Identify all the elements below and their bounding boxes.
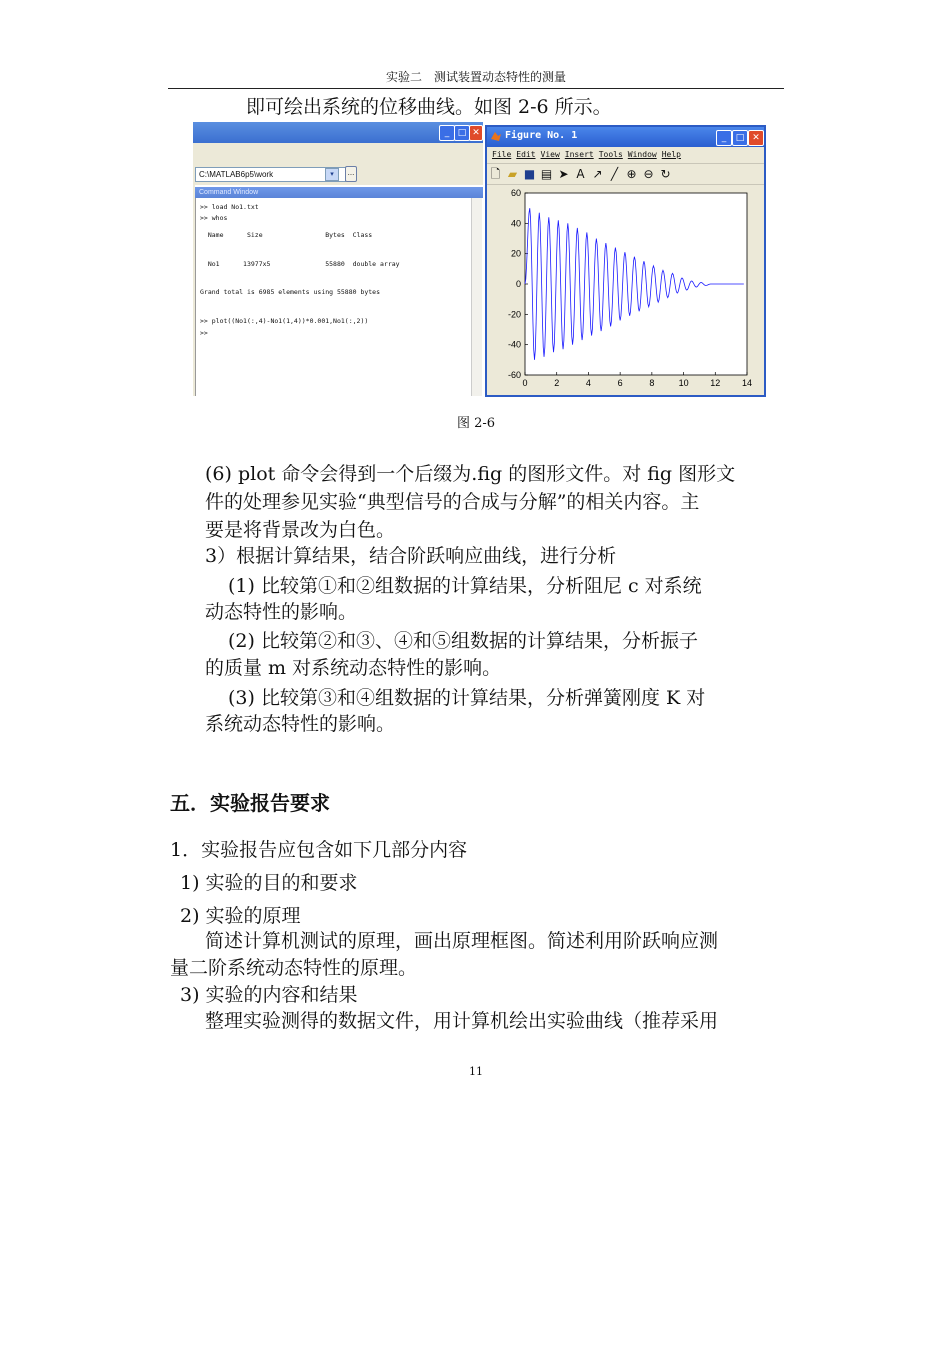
menu-file[interactable]: File: [492, 150, 512, 159]
x-tick-label: 8: [649, 378, 655, 388]
figure-window: [485, 125, 766, 397]
save-icon[interactable]: ■: [523, 167, 536, 181]
y-tick-label: 0: [515, 279, 521, 289]
main-window-menubar: [193, 143, 483, 165]
figure-caption: 图 2-6: [456, 416, 496, 431]
x-tick-label: 2: [554, 378, 560, 388]
chevron-down-icon[interactable]: ▾: [325, 168, 339, 181]
command-line: >> load No1.txt: [200, 203, 259, 211]
command-window[interactable]: [195, 198, 482, 396]
figure-titlebar: [487, 127, 764, 147]
paragraph-line: 整理实验测得的数据文件，用计算机绘出实验曲线（推荐采用: [205, 1010, 719, 1032]
menu-window[interactable]: Window: [627, 150, 657, 159]
intro-text: 即可绘出系统的位移曲线。如图 2-6 所示。: [246, 96, 612, 118]
matlab-logo-icon: [490, 130, 502, 142]
arrow-icon[interactable]: ↗: [592, 167, 603, 181]
new-file-icon[interactable]: 🗋: [490, 167, 501, 181]
rotate-icon[interactable]: ↻: [660, 167, 671, 181]
menu-tools[interactable]: Tools: [598, 150, 623, 159]
current-directory-bar: [193, 165, 483, 185]
menu-help[interactable]: Help: [661, 150, 681, 159]
maximize-icon[interactable]: □: [454, 125, 470, 141]
paragraph-line: 件的处理参见实验“典型信号的合成与分解”的相关内容。主: [205, 491, 700, 513]
print-icon[interactable]: ▤: [540, 167, 553, 181]
figure-menubar: [487, 147, 764, 163]
zoom-in-icon[interactable]: ⊕: [626, 167, 637, 181]
x-tick-label: 14: [741, 378, 753, 388]
x-tick-label: 10: [678, 378, 689, 388]
page-number: 11: [469, 1065, 483, 1078]
arrow-pointer-icon[interactable]: ➤: [558, 167, 569, 181]
minimize-icon[interactable]: _: [716, 130, 732, 146]
y-tick-label: 20: [510, 248, 521, 259]
list-item: 1) 实验的目的和要求: [180, 872, 358, 894]
section-title: 五．实验报告要求: [170, 791, 330, 815]
paragraph-line: 量二阶系统动态特性的原理。: [170, 957, 418, 979]
zoom-out-icon[interactable]: ⊖: [643, 167, 654, 181]
x-tick-label: 4: [585, 378, 591, 388]
command-line: >> plot((No1(:,4)-No1(1,4))*0.001,No1(:,2)): [200, 317, 369, 325]
y-tick-label: -20: [507, 309, 521, 320]
figure-title: Figure No. 1: [505, 130, 578, 141]
list-item: 3) 实验的内容和结果: [180, 984, 358, 1006]
y-tick-label: -60: [507, 370, 521, 380]
paragraph-line: 简述计算机测试的原理，画出原理框图。简述利用阶跃响应测: [205, 930, 719, 952]
matlab-screenshot: [193, 122, 766, 398]
response-plot: [487, 185, 764, 395]
paragraph-line: 要是将背景改为白色。: [205, 519, 396, 541]
paragraph-line: (6) plot 命令会得到一个后缀为.fig 的图形文件。对 fig 图形文: [205, 463, 736, 485]
menu-view[interactable]: View: [540, 150, 560, 159]
x-tick-label: 6: [617, 378, 623, 388]
paragraph-line: 系统动态特性的影响。: [205, 713, 396, 735]
close-icon[interactable]: ✕: [748, 130, 764, 146]
text-A-icon[interactable]: A: [576, 167, 585, 181]
open-folder-icon[interactable]: ▰: [507, 167, 518, 181]
menu-insert[interactable]: Insert: [564, 150, 594, 159]
minimize-icon[interactable]: _: [439, 125, 455, 141]
maximize-icon[interactable]: □: [732, 130, 748, 146]
main-window-titlebar: [193, 122, 483, 143]
figure-toolbar: [487, 163, 764, 185]
command-window-title: Command Window: [195, 187, 483, 198]
browse-button[interactable]: ...: [345, 166, 357, 182]
y-tick-label: -40: [507, 339, 521, 350]
y-tick-label: 60: [510, 188, 521, 198]
paragraph-line: (3) 比较第③和④组数据的计算结果，分析弹簧刚度 K 对: [228, 687, 706, 709]
command-line: No1 13977x5 55880 double array: [200, 260, 400, 268]
list-item: 2) 实验的原理: [180, 905, 301, 927]
command-line: >> whos: [200, 214, 228, 222]
paragraph-line: 动态特性的影响。: [205, 601, 358, 623]
paragraph-line: (2) 比较第②和③、④和⑤组数据的计算结果，分析振子: [228, 630, 698, 652]
command-window-scrollbar[interactable]: [471, 198, 482, 396]
line-icon[interactable]: ╱: [610, 167, 619, 181]
y-tick-label: 40: [510, 218, 521, 229]
current-directory-field[interactable]: C:\MATLAB6p5\work: [195, 167, 346, 182]
running-header: 实验二 测试装置动态特性的测量: [385, 70, 566, 84]
close-icon[interactable]: ✕: [469, 125, 483, 141]
paragraph-line: 3）根据计算结果，结合阶跃响应曲线，进行分析: [205, 545, 617, 567]
paragraph-line: (1) 比较第①和②组数据的计算结果，分析阻尼 c 对系统: [228, 575, 702, 597]
command-prompt: >>: [200, 329, 208, 337]
x-tick-label: 0: [522, 378, 528, 388]
command-line: Grand total is 6985 elements using 55880 bytes: [200, 288, 381, 296]
x-tick-label: 12: [710, 378, 721, 388]
header-rule: [168, 88, 784, 89]
command-line: Name Size Bytes Class: [200, 231, 373, 239]
list-item: 1．实验报告应包含如下几部分内容: [170, 839, 468, 861]
paragraph-line: 的质量 m 对系统动态特性的影响。: [205, 657, 502, 679]
menu-edit[interactable]: Edit: [516, 150, 536, 159]
